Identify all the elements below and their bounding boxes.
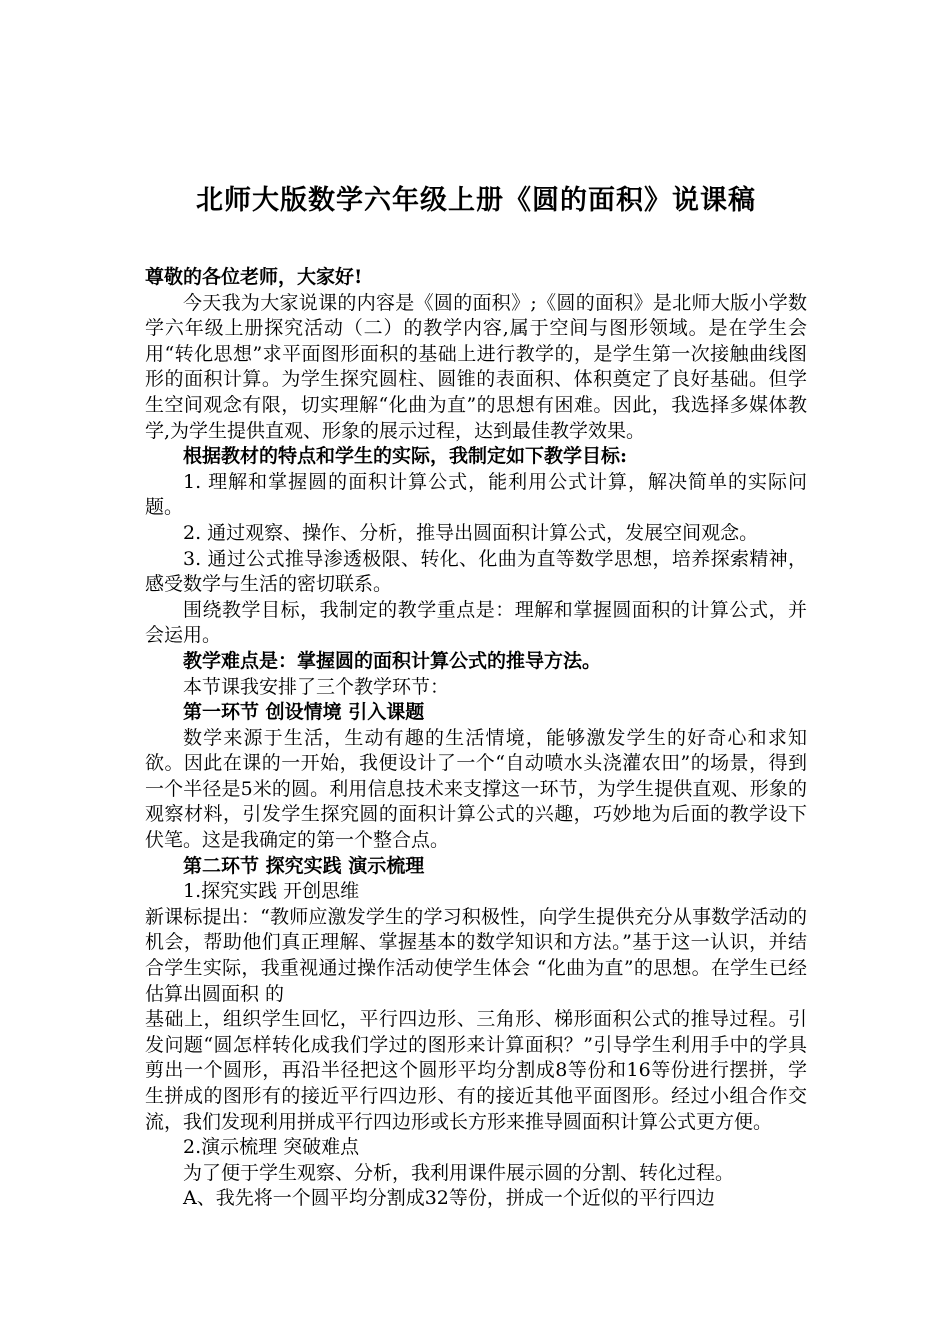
paragraph: 2.演示梳理 突破难点: [183, 1136, 360, 1159]
document-page: [145, 178, 807, 1212]
document-body: [145, 265, 807, 1212]
paragraph: 1. 理解和掌握圆的面积计算公式，能利用公式计算，解决简单的实际问题。: [145, 470, 807, 519]
paragraph: 根据教材的特点和学生的实际，我制定如下教学目标:: [183, 445, 628, 468]
paragraph: 尊敬的各位老师，大家好!: [145, 266, 363, 288]
paragraph: 第二环节 探究实践 演示梳理: [183, 854, 425, 877]
paragraph: 教学难点是：掌握圆的面积计算公式的推导方法。: [183, 649, 602, 672]
paragraph: 2. 通过观察、操作、分析，推导出圆面积计算公式，发展空间观念。: [183, 521, 759, 544]
paragraph: 第一环节 创设情境 引入课题: [183, 701, 425, 724]
paragraph: 3. 通过公式推导渗透极限、转化、化曲为直等数学思想，培养探索精神，感受数学与生活的密切联系。: [145, 547, 807, 596]
paragraph: 围绕教学目标，我制定的教学重点是：理解和掌握圆面积的计算公式，并会运用。: [145, 598, 807, 647]
paragraph: 数学来源于生活，生动有趣的生活情境，能够激发学生的好奇心和求知欲。因此在课的一开始，我便设计了一个“自动喷水头浇灌农田”的场景，得到一个半径是5米的圆。利用信息技术来支撑这一环节，为学生提供直观、形象的观察材料，引发学生探究圆的面积计算公式的兴趣，巧妙地为后面的教学设下伏笔。这是我确定的第一个整合点。: [145, 726, 807, 852]
paragraph: 为了便于学生观察、分析，我利用课件展示圆的分割、转化过程。: [183, 1161, 735, 1184]
paragraph: A、我先将一个圆平均分割成32等份，拼成一个近似的平行四边: [183, 1187, 715, 1210]
paragraph: 本节课我安排了三个教学环节：: [183, 675, 450, 698]
document-title: 北师大版数学六年级上册《圆的面积》说课稿: [196, 185, 756, 216]
paragraph: 今天我为大家说课的内容是《圆的面积》;《圆的面积》是北师大版小学数学六年级上册探究活动（二）的教学内容,属于空间与图形领域。是在学生会用“转化思想”求平面图形面积的基础上进行教学的，是学生第一次接触曲线图形的面积计算。为学生探究圆柱、圆锥的表面积、体积奠定了良好基础。但学生空间观念有限，切实理解“化曲为直”的思想有困难。因此，我选择多媒体教学,为学生提供直观、形象的展示过程，达到最佳教学效果。: [145, 291, 807, 442]
paragraph: 基础上，组织学生回忆，平行四边形、三角形、梯形面积公式的推导过程。引发问题“圆怎样转化成我们学过的图形来计算面积？”引导学生利用手中的学具剪出一个圆形，再沿半径把这个圆形平均分割成8等份和16等份进行摆拼，学生拼成的图形有的接近平行四边形、有的接近其他平面图形。经过小组合作交流，我们发现利用拼成平行四边形或长方形来推导圆面积计算公式更方便。: [145, 1008, 807, 1133]
paragraph: 新课标提出：“教师应激发学生的学习积极性，向学生提供充分从事数学活动的机会，帮助他们真正理解、掌握基本的数学知识和方法。”基于这一认识，并结合学生实际，我重视通过操作活动使学生体会 “化曲为直”的思想。在学生已经估算出圆面积 的: [145, 905, 807, 1005]
paragraph: 1.探究实践 开创思维: [183, 880, 360, 903]
